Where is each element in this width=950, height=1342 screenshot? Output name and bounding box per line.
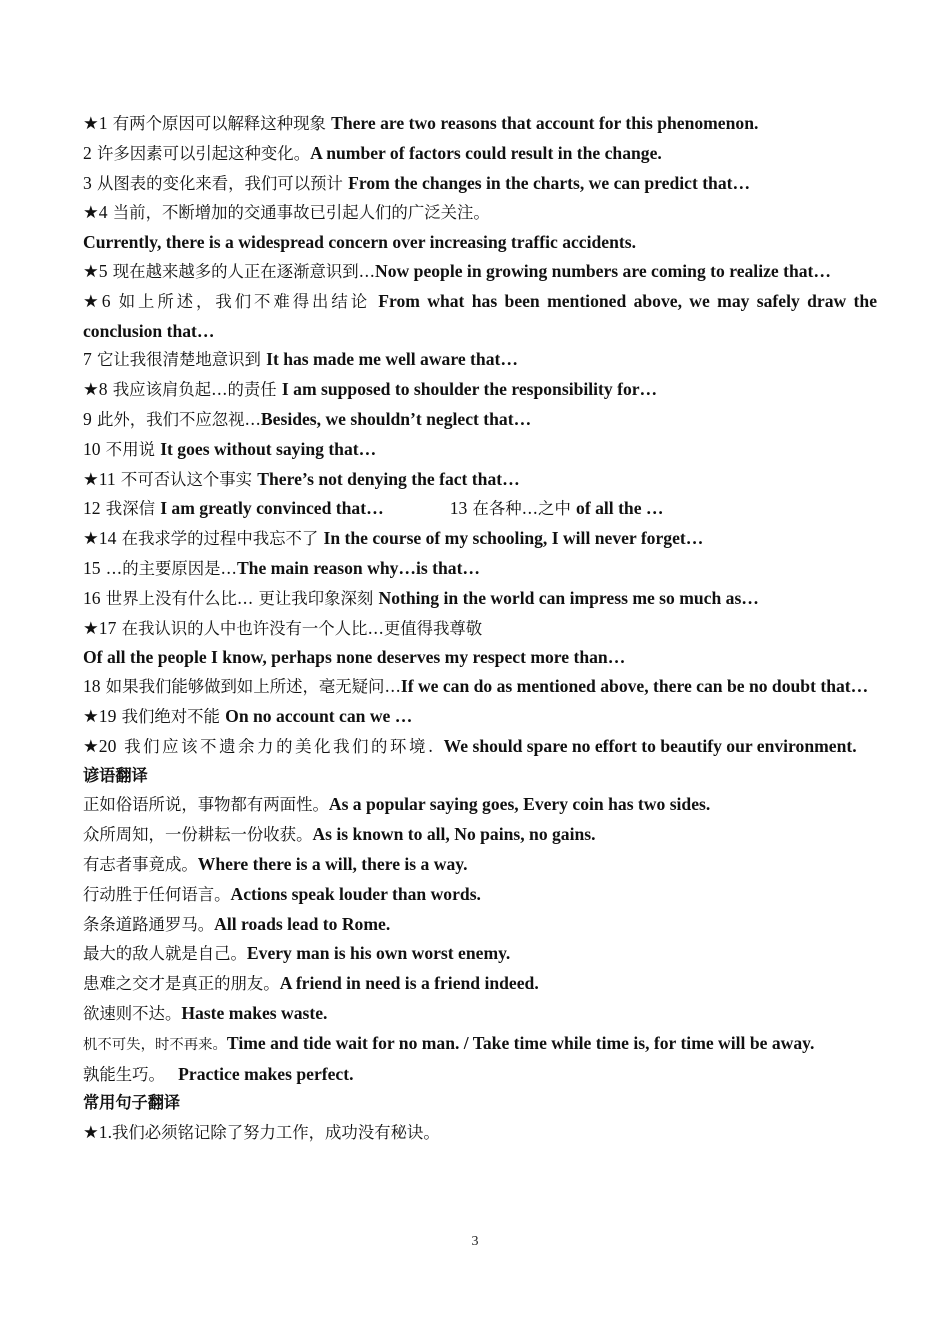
chinese-text: 我应该肩负起…的责任 <box>107 380 282 400</box>
english-text: There are two reasons that account for this phenomenon. <box>331 113 759 133</box>
sentence-line <box>83 614 877 644</box>
item-number: 12 <box>83 498 101 519</box>
english-text: Where there is a will, there is a way. <box>197 853 468 874</box>
document-page <box>83 109 877 1148</box>
sentence-line <box>83 257 877 287</box>
sentence-line <box>83 554 877 584</box>
sentence-line <box>83 287 877 346</box>
proverb-heading: 谚语翻译 <box>83 765 148 785</box>
english-text: It has made me well aware that… <box>266 349 518 370</box>
item-number: ★14 <box>83 528 117 549</box>
chinese-text: 此外，我们不应忽视… <box>91 409 261 429</box>
sentence-line <box>83 465 877 495</box>
sentence-line <box>83 228 877 257</box>
english-text: There’s not denying the fact that… <box>257 468 520 489</box>
english-text: Actions speak louder than words. <box>230 883 481 904</box>
sentence-line <box>83 702 877 732</box>
english-text: Besides, we shouldn’t neglect that… <box>260 408 532 429</box>
english-text: I am greatly convinced that… <box>160 498 384 519</box>
sentence-line <box>83 672 877 702</box>
sentence-line <box>83 643 877 672</box>
page-number: 3 <box>471 1234 479 1249</box>
english-text: On no account can we … <box>225 705 413 726</box>
chinese-text: 从图表的变化来看，我们可以预计 <box>91 173 349 193</box>
proverb-line <box>83 939 877 969</box>
english-text: Haste makes waste. <box>181 1002 328 1023</box>
chinese-text: 许多因素可以引起这种变化。 <box>91 143 311 163</box>
chinese-text: 世界上没有什么比… 更让我印象深刻 <box>100 588 379 608</box>
item-number: ★6 <box>83 290 111 311</box>
english-text: A number of factors could result in the change. <box>310 142 662 163</box>
english-text: Time and tide wait for no man. / Take time while time is, for time will be away. <box>226 1032 815 1053</box>
english-text: Nothing in the world can impress me so much as… <box>378 587 759 608</box>
chinese-text: 行动胜于任何语言。 <box>83 884 231 904</box>
chinese-text: 它让我很清楚地意识到 <box>91 350 267 370</box>
english-text: I am supposed to shoulder the responsibility for… <box>281 379 658 400</box>
item-number: ★11 <box>83 468 116 489</box>
chinese-text: 如果我们能够做到如上所述，毫无疑问… <box>100 677 401 697</box>
sentence-line <box>83 584 877 614</box>
proverb-line <box>83 999 877 1029</box>
chinese-text: 在各种…之中 <box>467 499 577 519</box>
chinese-text: 最大的敌人就是自己。 <box>83 944 247 964</box>
item-number: ★5 <box>83 260 108 281</box>
chinese-text: 不可否认这个事实 <box>115 469 258 489</box>
chinese-text: 如上所述，我们不难得出结论 <box>110 291 379 311</box>
sentence-line <box>83 345 877 375</box>
chinese-text: 欲速则不达。 <box>83 1003 182 1023</box>
english-text: Practice makes perfect. <box>164 1063 354 1084</box>
chinese-text: 条条道路通罗马。 <box>83 914 215 934</box>
proverb-line <box>83 820 877 850</box>
english-text: of all the … <box>576 498 664 519</box>
chinese-text: 众所周知，一份耕耘一份收获。 <box>83 825 313 845</box>
item-number: 16 <box>83 587 101 608</box>
item-number: ★8 <box>83 379 108 400</box>
chinese-text: 我们必须铭记除了努力工作，成功没有秘诀。 <box>111 1123 440 1143</box>
chinese-text: 在我求学的过程中我忘不了 <box>116 529 324 549</box>
english-text: It goes without saying that… <box>160 438 377 459</box>
chinese-text: 有志者事竟成。 <box>83 854 198 874</box>
common-sentence-heading: 常用句子翻译 <box>83 1093 181 1113</box>
proverb-line <box>83 850 877 880</box>
item-number: 2 <box>83 142 92 163</box>
english-text: All roads lead to Rome. <box>214 913 391 934</box>
chinese-text: …的主要原因是… <box>100 558 237 578</box>
chinese-text: 我们应该不遗余力的美化我们的环境. <box>116 736 444 756</box>
chinese-text: 机不可失，时不再来。 <box>83 1036 227 1053</box>
english-text: If we can do as mentioned above, there can be no doubt that… <box>400 676 869 697</box>
english-text: The main reason why…is that… <box>236 557 481 578</box>
second-column-entry <box>450 494 664 524</box>
sentence-line <box>83 198 877 228</box>
item-number: ★1 <box>83 113 108 133</box>
sentence-line <box>83 405 877 435</box>
english-text: As a popular saying goes, Every coin has two sides. <box>328 794 711 815</box>
english-text: From the changes in the charts, we can predict that… <box>348 172 751 193</box>
proverb-line <box>83 1060 877 1090</box>
english-text: Of all the people I know, perhaps none deserves my respect more than… <box>83 647 626 668</box>
chinese-text: 不用说 <box>100 439 161 459</box>
item-number: 7 <box>83 349 92 370</box>
sentence-line <box>83 109 877 139</box>
sentence-line <box>83 169 877 199</box>
english-text: In the course of my schooling, I will never forget… <box>323 528 704 549</box>
english-text: We should spare no effort to beautify our environment. <box>443 735 857 756</box>
chinese-text: 在我认识的人中也许没有一个人比…更值得我尊敬 <box>116 618 483 638</box>
chinese-text: 当前，不断增加的交通事故已引起人们的广泛关注。 <box>107 203 490 223</box>
chinese-text: 我们绝对不能 <box>116 706 226 726</box>
item-number: ★17 <box>83 617 117 638</box>
english-text: Every man is his own worst enemy. <box>246 943 511 964</box>
sentence-line <box>83 494 877 524</box>
sentence-line <box>83 732 877 762</box>
sentence-line <box>83 435 877 465</box>
chinese-text: 现在越来越多的人正在逐渐意识到… <box>107 261 376 281</box>
proverb-line <box>83 910 877 940</box>
proverb-line <box>83 1029 877 1060</box>
english-text: Now people in growing numbers are coming to realize that… <box>375 260 831 281</box>
item-number: ★20 <box>83 735 117 756</box>
proverb-line <box>83 790 877 820</box>
proverb-line <box>83 969 877 999</box>
item-number: ★19 <box>83 705 117 726</box>
item-number: 9 <box>83 408 92 429</box>
chinese-text: 孰能生巧。 <box>83 1064 165 1084</box>
item-number: 13 <box>449 498 468 519</box>
english-text: Currently, there is a widespread concern over increasing traffic accidents. <box>83 232 636 253</box>
item-number: 18 <box>83 676 101 697</box>
item-number: 15 <box>83 557 101 578</box>
item-number: 3 <box>83 172 92 193</box>
item-number: ★1. <box>83 1122 112 1143</box>
english-text: A friend in need is a friend indeed. <box>279 973 539 994</box>
chinese-text: 我深信 <box>100 499 161 519</box>
chinese-text: 正如俗语所说，事物都有两面性。 <box>83 795 329 815</box>
sentence-line <box>83 524 877 554</box>
sentence-line <box>83 139 877 169</box>
english-text: As is known to all, No pains, no gains. <box>312 824 596 845</box>
sentence-line <box>83 375 877 405</box>
chinese-text: 有两个原因可以解释这种现象 <box>107 114 332 133</box>
english-text: From what has been mentioned above, we may safely draw the conclusion that… <box>83 290 878 341</box>
chinese-text: 患难之交才是真正的朋友。 <box>83 974 280 994</box>
common-sentence-line <box>83 1118 877 1148</box>
item-number: ★4 <box>83 202 108 223</box>
item-number: 10 <box>83 438 101 459</box>
proverb-line <box>83 880 877 910</box>
